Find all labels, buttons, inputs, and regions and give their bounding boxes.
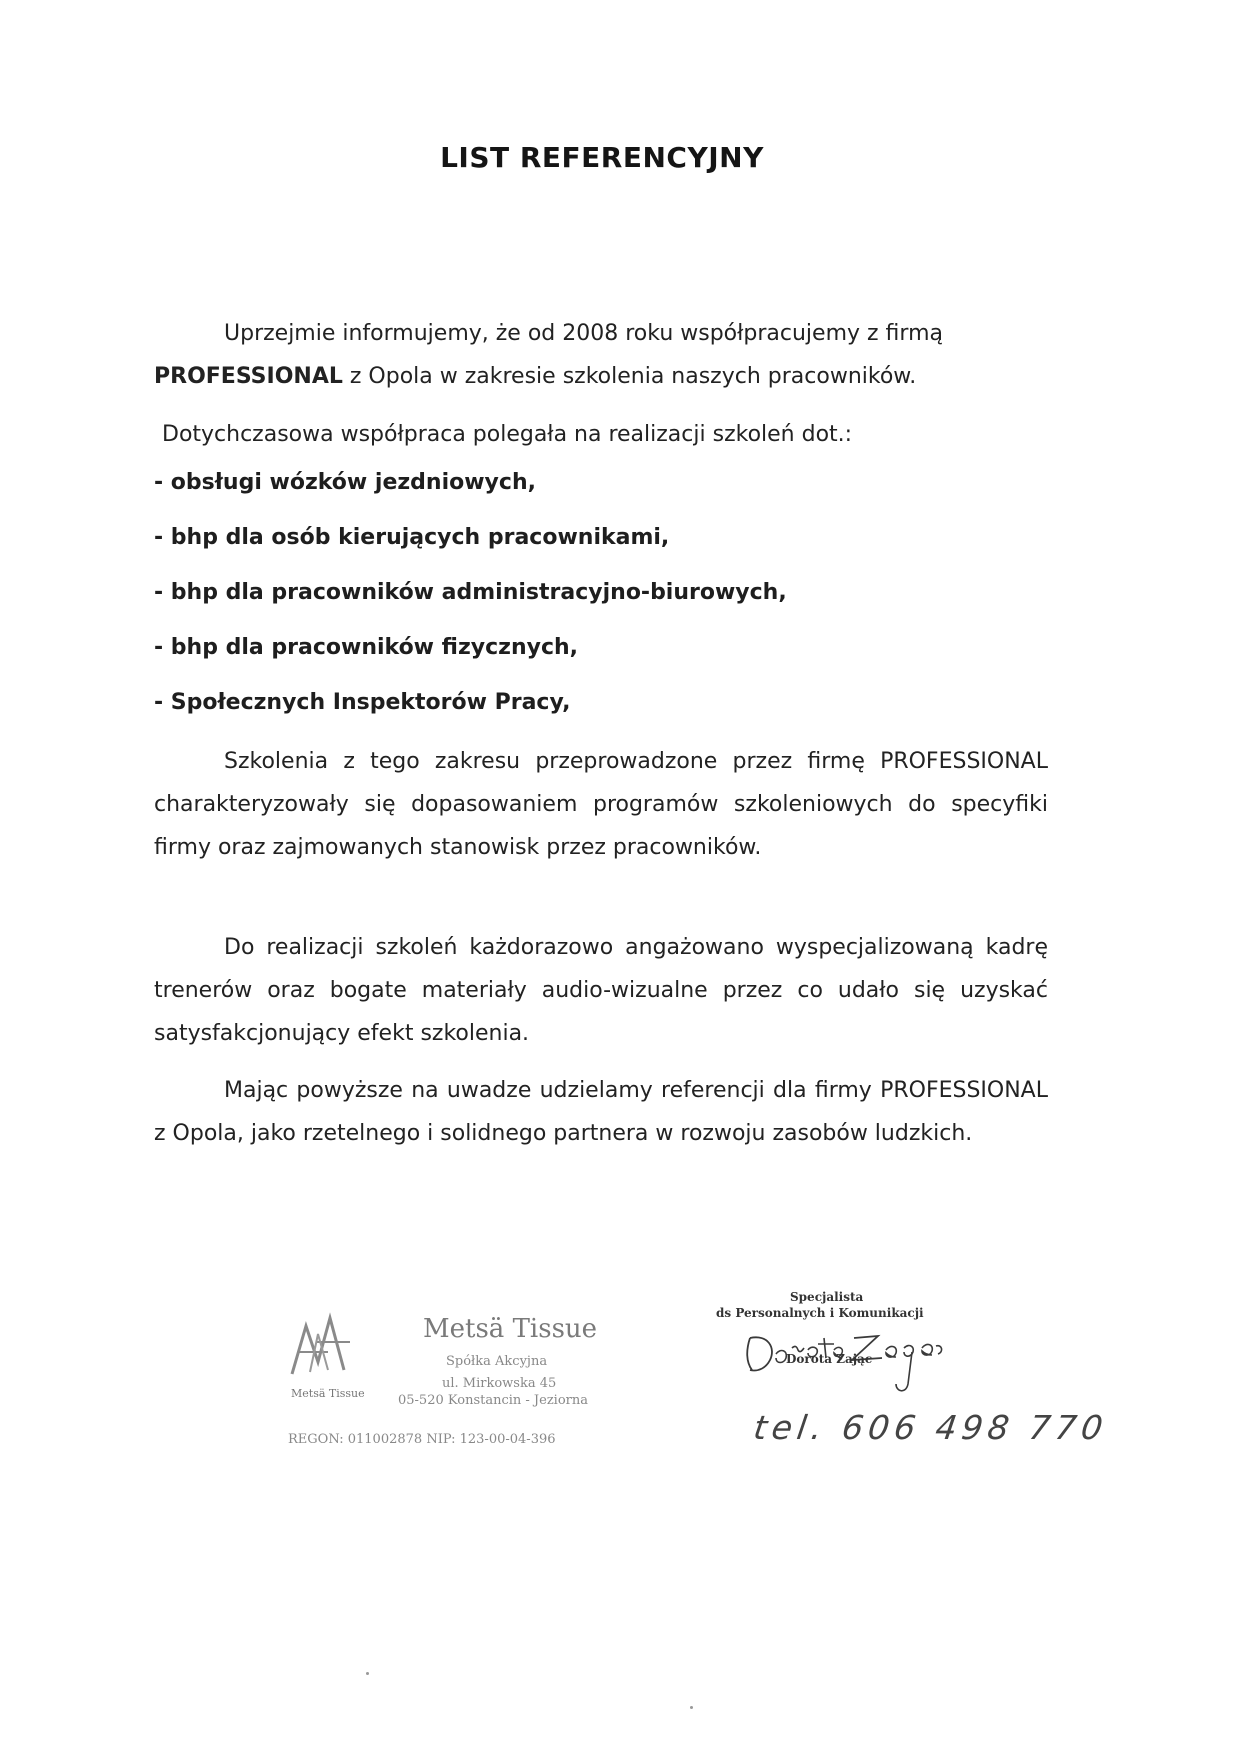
signatory-name: Dorota Zając bbox=[786, 1352, 873, 1366]
metsa-tissue-logo-icon bbox=[288, 1312, 362, 1382]
training-item: - Społecznych Inspektorów Pracy, bbox=[154, 690, 571, 715]
stamp-street: ul. Mirkowska 45 bbox=[442, 1376, 557, 1391]
training-item: - bhp dla osób kierujących pracownikami, bbox=[154, 525, 670, 550]
cooperation-intro: Dotychczasowa współpraca polegała na realizacji szkoleń dot.: bbox=[162, 422, 853, 447]
scan-speck bbox=[690, 1706, 693, 1709]
intro-company: PROFESSIONAL bbox=[154, 364, 343, 389]
stamp-registration-ids: REGON: 011002878 NIP: 123-00-04-396 bbox=[288, 1432, 556, 1447]
paragraph-training-quality: Szkolenia z tego zakresu przeprowadzone przez firmę PROFESSIONAL charakteryzowały się dopasowaniem programów szkoleniowych do specyfiki firmy oraz zajmowanych stanowisk przez pracowników. bbox=[154, 749, 1048, 860]
stamp-legal-form: Spółka Akcyjna bbox=[446, 1354, 548, 1369]
handwritten-phone: tel. 606 498 770 bbox=[751, 1408, 1111, 1447]
signatory-title-line-1: Specjalista bbox=[790, 1290, 864, 1304]
paragraph-reference: Mając powyższe na uwadze udzielamy referencji dla firmy PROFESSIONAL z Opola, jako rzetelnego i solidnego partnera w rozwoju zasobów ludzkich. bbox=[154, 1078, 1048, 1146]
stamp-company-name: Metsä Tissue bbox=[423, 1314, 598, 1344]
company-stamp bbox=[288, 1310, 648, 1450]
stamp-city: 05-520 Konstancin - Jeziorna bbox=[398, 1393, 589, 1408]
intro-line-1: Uprzejmie informujemy, że od 2008 roku współpracujemy z firmą bbox=[224, 321, 943, 346]
intro-line-2: z Opola w zakresie szkolenia naszych pracowników. bbox=[342, 364, 917, 389]
letter-title: LIST REFERENCYJNY bbox=[440, 141, 764, 174]
paragraph-trainers: Do realizacji szkoleń każdorazowo angażowano wyspecjalizowaną kadrę trenerów oraz bogate materiały audio-wizualne przez co udało się uzyskać satysfakcjonujący efekt szkolenia. bbox=[154, 935, 1048, 1046]
scan-speck bbox=[366, 1672, 369, 1675]
training-list bbox=[154, 461, 787, 736]
training-item: - obsługi wózków jezdniowych, bbox=[154, 470, 536, 495]
training-item: - bhp dla pracowników administracyjno-biurowych, bbox=[154, 580, 787, 605]
intro-paragraph bbox=[154, 312, 1048, 398]
training-item: - bhp dla pracowników fizycznych, bbox=[154, 635, 579, 660]
signatory-title-line-2: ds Personalnych i Komunikacji bbox=[716, 1306, 924, 1320]
signature-block bbox=[710, 1290, 1111, 1470]
logo-caption: Metsä Tissue bbox=[291, 1387, 365, 1400]
